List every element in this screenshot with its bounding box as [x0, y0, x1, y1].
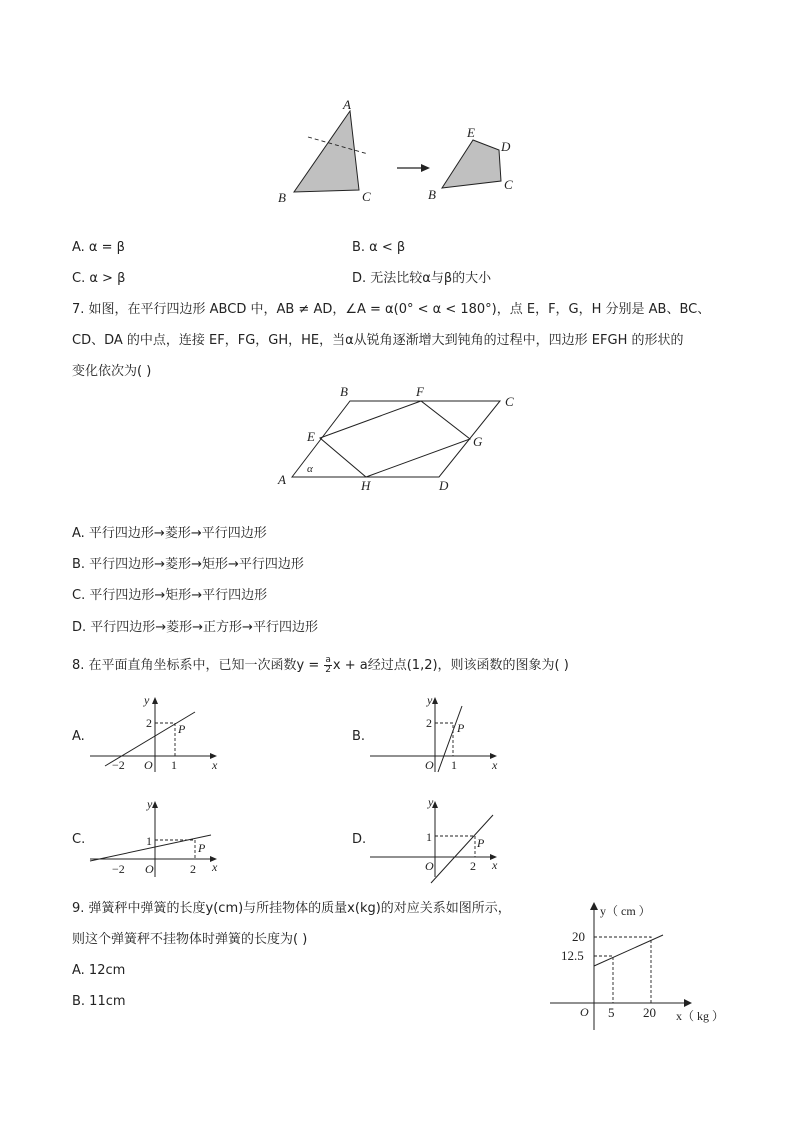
label-c2: C	[504, 177, 513, 192]
label-c: C	[362, 189, 371, 204]
q6-figure	[270, 95, 530, 210]
tick-y: 1	[426, 830, 432, 844]
tick-neg: −2	[112, 758, 125, 772]
q9-stem-line1: 9. 弹簧秤中弹簧的长度y(cm)与所挂物体的质量x(kg)的对应关系如图所示，	[72, 901, 511, 916]
y-arrow	[152, 801, 158, 808]
point-p: P	[178, 722, 186, 736]
label-b: B	[340, 384, 348, 399]
q8-stem	[72, 656, 569, 675]
tick-neg: −2	[112, 862, 125, 876]
label-b: B	[278, 190, 286, 205]
q8-option-c-label[interactable]: C.	[72, 832, 86, 847]
point-p: P	[477, 836, 485, 850]
tick-x: 1	[451, 758, 457, 772]
q8-frac-den: 2	[325, 665, 332, 675]
q9-option-a[interactable]: A. 12cm	[72, 963, 126, 978]
q8-option-d-label[interactable]: D.	[352, 832, 367, 847]
q6-option-b[interactable]: B. α < β	[352, 240, 406, 255]
q8-graph-a[interactable]	[85, 690, 230, 775]
x-label: x	[212, 758, 218, 772]
label-d: D	[501, 139, 511, 154]
label-h: H	[361, 478, 371, 492]
x-label: x（ kg ）	[676, 1009, 725, 1023]
origin-label: O	[425, 758, 434, 772]
y-label: y	[144, 693, 150, 707]
q6-option-c[interactable]: C. α > β	[72, 271, 126, 286]
q8-fraction	[324, 656, 332, 675]
q7-stem-line3: 变化依次为( )	[72, 364, 152, 379]
label-e: E	[467, 125, 475, 140]
label-alpha: α	[307, 463, 313, 475]
label-f: F	[416, 384, 424, 399]
q9-stem-line2: 则这个弹簧秤不挂物体时弹簧的长度为( )	[72, 932, 308, 947]
label-a: A	[278, 472, 286, 487]
q7-stem-line2: CD、DA 的中点，连接 EF，FG，GH，HE，当α从锐角逐渐增大到钝角的过程中，四边形 EFGH 的形状的	[72, 333, 684, 348]
guide-20	[594, 937, 651, 1003]
function-line	[594, 935, 663, 966]
q7-option-a[interactable]: A. 平行四边形→菱形→平行四边形	[72, 526, 267, 541]
origin-label: O	[580, 1005, 589, 1019]
q8-option-a-label[interactable]: A.	[72, 729, 85, 744]
guide-lines	[435, 836, 475, 857]
label-d: D	[439, 478, 449, 492]
tick-y: 2	[426, 716, 432, 730]
q9-figure	[545, 895, 735, 1035]
y-label: y（ cm ）	[600, 904, 651, 918]
q7-stem-line1: 7. 如图，在平行四边形 ABCD 中，AB ≠ AD，∠A = α(0° < α < 180°)，点 E，F，G，H 分别是 AB、BC、	[72, 302, 711, 317]
q7-figure	[270, 380, 530, 492]
triangle-abc	[294, 111, 359, 192]
q7-option-b[interactable]: B. 平行四边形→菱形→矩形→平行四边形	[72, 557, 304, 572]
tick-x: 2	[470, 859, 476, 873]
point-p: P	[457, 721, 465, 735]
arrow-head	[421, 164, 430, 172]
label-e: E	[307, 429, 315, 444]
quadrilateral-efgh	[320, 401, 470, 477]
q8-option-b-label[interactable]: B.	[352, 729, 366, 744]
x-arrow	[684, 999, 692, 1007]
x-label: x	[492, 758, 498, 772]
tick-y: 1	[146, 834, 152, 848]
y-label: y	[428, 795, 434, 809]
q8-stem-part1: 8. 在平面直角坐标系中，已知一次函数y =	[72, 658, 324, 673]
tick-y: 2	[146, 716, 152, 730]
y-arrow	[152, 697, 158, 704]
point-p: P	[198, 841, 206, 855]
origin-label: O	[425, 859, 434, 873]
label-g: G	[473, 434, 483, 449]
q8-graph-c[interactable]	[85, 793, 230, 881]
tick-x: 2	[190, 862, 196, 876]
guide-lines	[155, 723, 175, 756]
q8-frac-num: a	[325, 655, 331, 665]
label-c: C	[505, 394, 514, 409]
q8-stem-part2: x + a经过点(1,2)，则该函数的图象为( )	[332, 658, 569, 673]
y-arrow	[432, 697, 438, 704]
q7-option-c[interactable]: C. 平行四边形→矩形→平行四边形	[72, 588, 268, 603]
q8-graph-d[interactable]	[365, 793, 510, 885]
tick-x-20: 20	[643, 1005, 656, 1020]
x-label: x	[492, 858, 498, 872]
q6-option-a[interactable]: A. α = β	[72, 240, 125, 255]
y-label: y	[147, 797, 153, 811]
pentagon-ebcd	[442, 140, 501, 188]
q6-option-d[interactable]: D. 无法比较α与β的大小	[352, 271, 492, 286]
y-arrow	[590, 902, 598, 910]
origin-label: O	[144, 758, 153, 772]
label-b2: B	[428, 187, 436, 202]
guide-12-5	[594, 956, 613, 1003]
q9-option-b[interactable]: B. 11cm	[72, 994, 126, 1009]
tick-y-12-5: 12.5	[561, 948, 584, 963]
function-line	[438, 706, 462, 772]
x-label: x	[212, 860, 218, 874]
q8-graph-b[interactable]	[365, 690, 510, 775]
q7-option-d[interactable]: D. 平行四边形→菱形→正方形→平行四边形	[72, 620, 318, 635]
origin-label: O	[145, 862, 154, 876]
tick-x: 1	[171, 758, 177, 772]
y-label: y	[427, 693, 433, 707]
tick-y-20: 20	[572, 929, 585, 944]
label-a: A	[343, 97, 351, 112]
tick-x-5: 5	[608, 1005, 615, 1020]
